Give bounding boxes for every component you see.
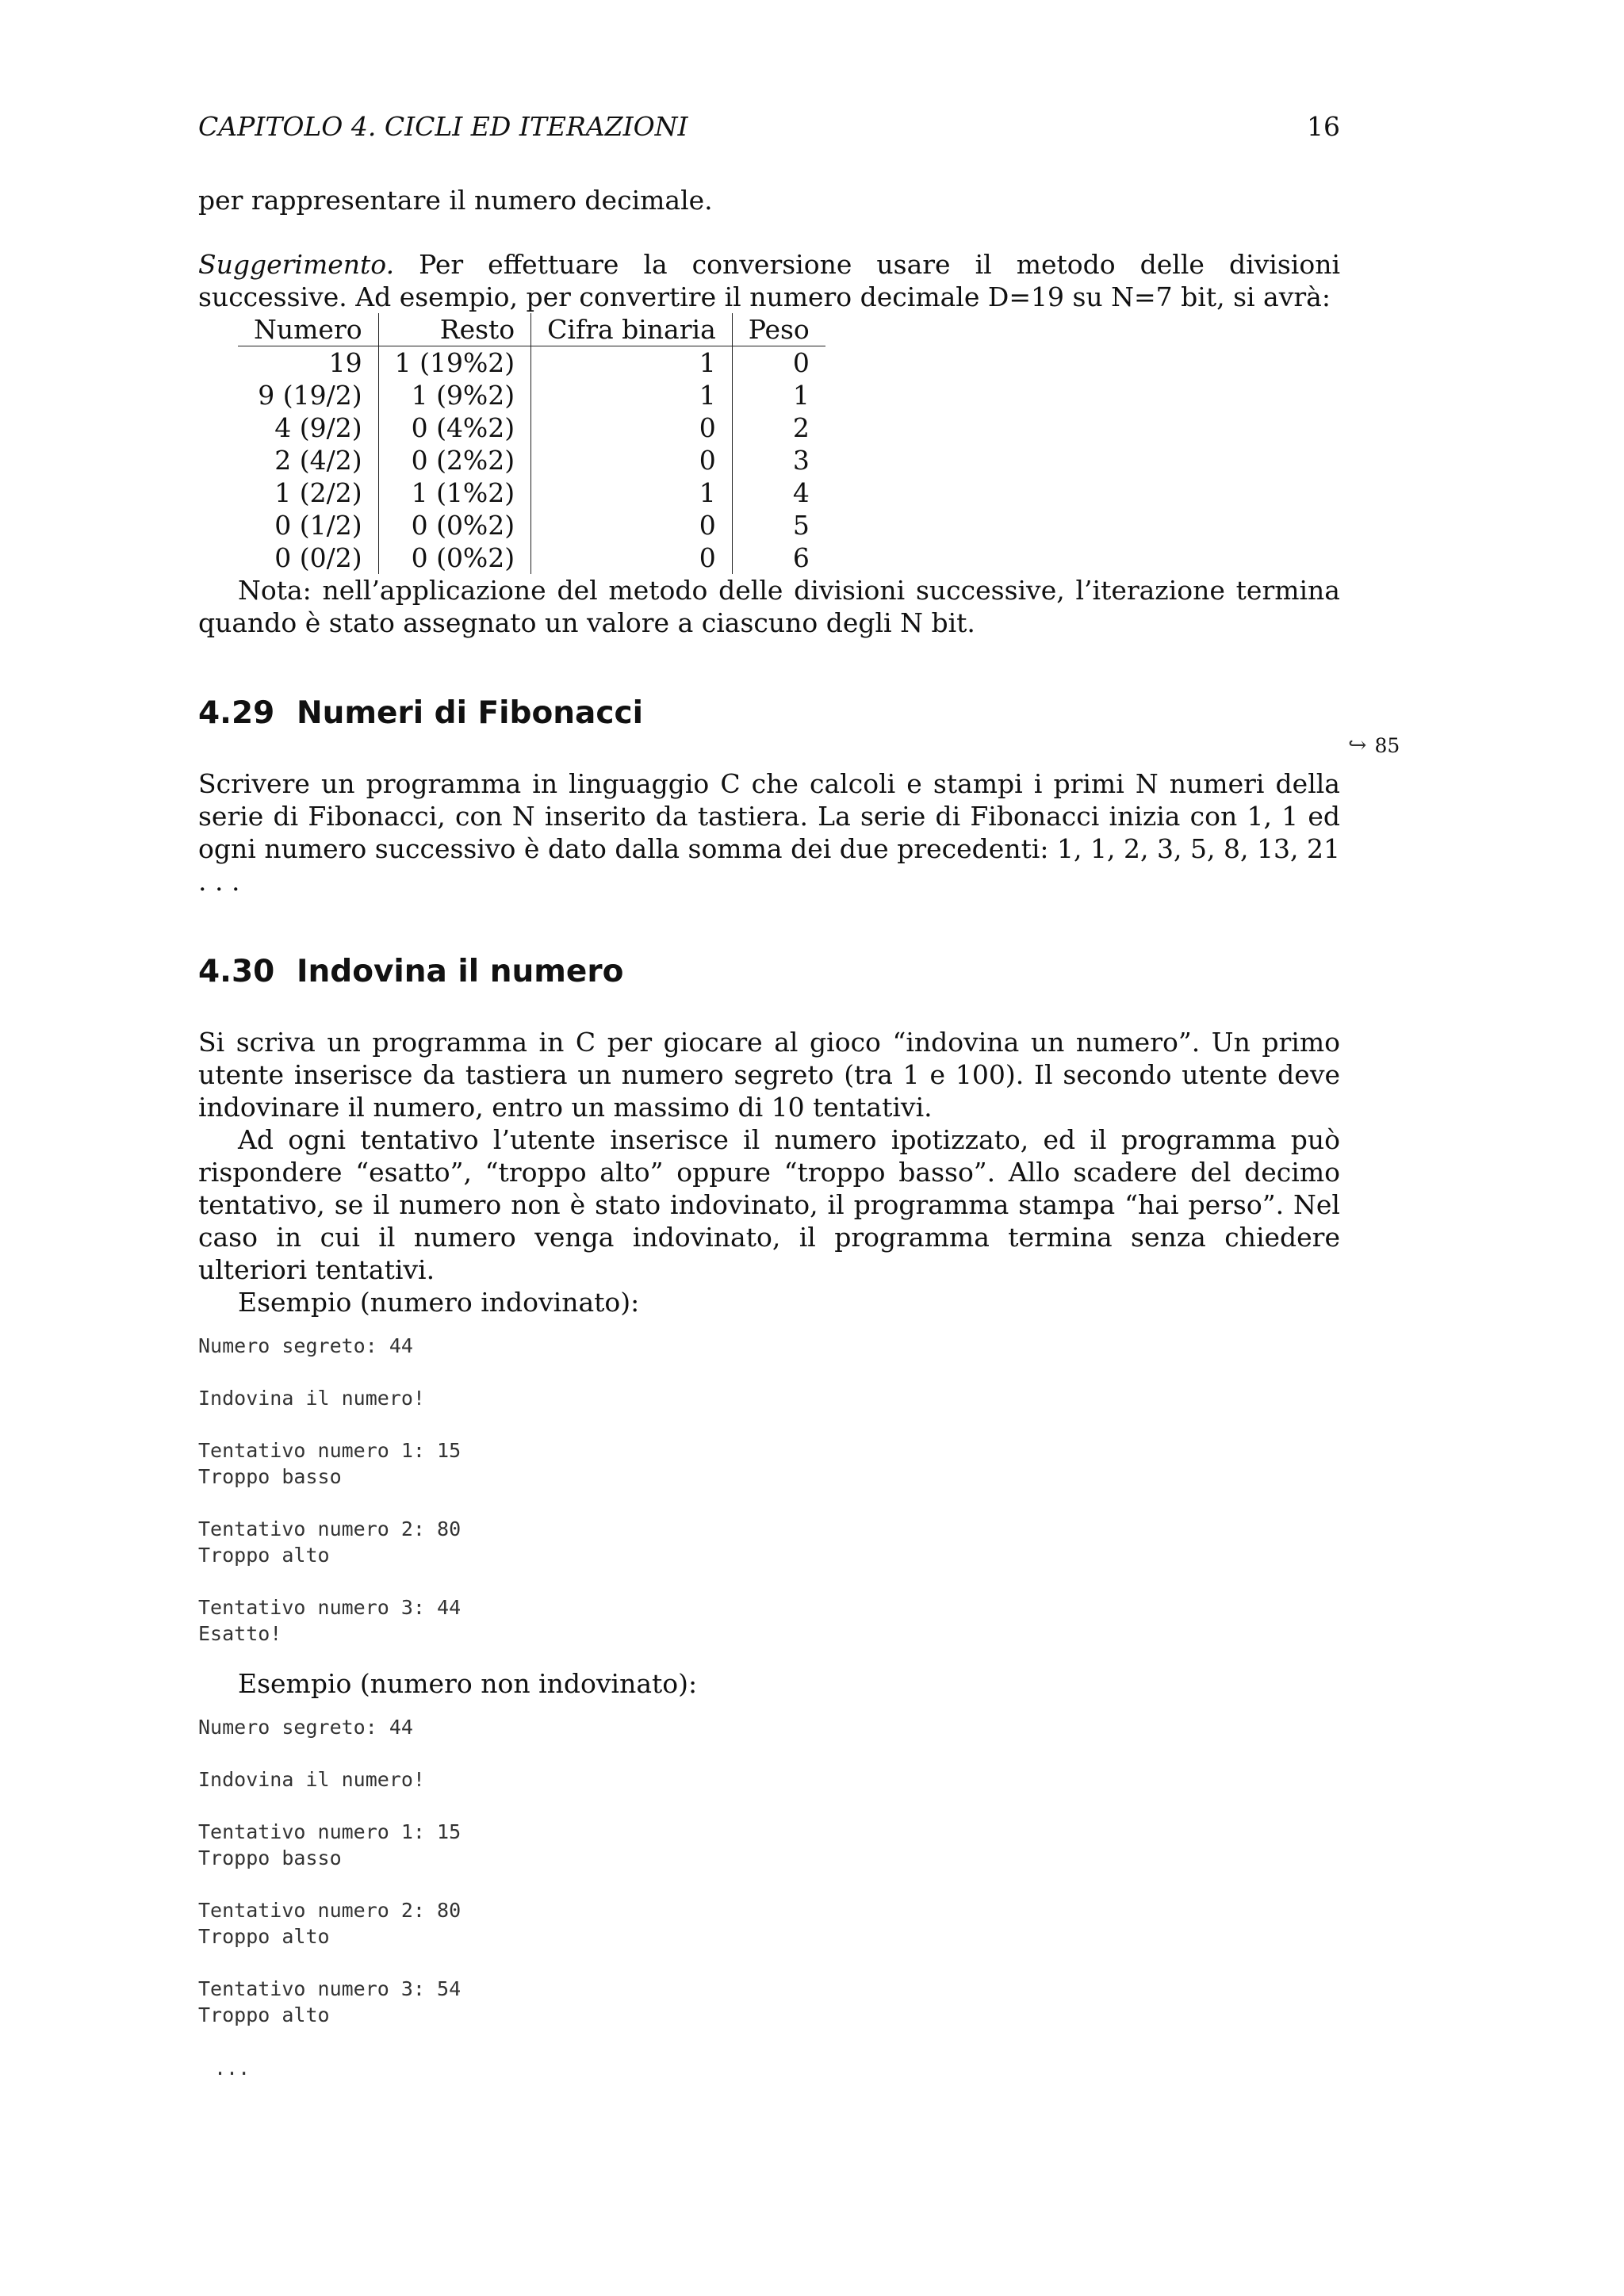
table-cell: 0 (531, 411, 733, 444)
suggestion-text: Per effettuare la conversione usare il metodo delle divisioni successive. Ad esempio, per convertire il numero decimale D=19 su N=7 bit, si avrà: (198, 249, 1341, 312)
table-row (238, 379, 825, 411)
code-example-1: Numero segreto: 44 Indovina il numero! Tentativo numero 1: 15 Troppo basso Tentativo numero 2: 80 Troppo alto Tentativo numero 3: 44 Esatto! (198, 1334, 462, 1645)
table-cell: 6 (792, 542, 810, 573)
table-cell: 2 (4/2) (238, 444, 378, 476)
note-paragraph: Nota: nell’applicazione del metodo delle divisioni successive, l’iterazione termina quando è stato assegnato un valore a ciascuno degli N bit. (198, 575, 1340, 638)
suggestion-label: Suggerimento. (198, 249, 395, 280)
table-cell: 0 (531, 509, 733, 541)
margin-reference-page: 85 (1374, 734, 1400, 757)
section-heading-4-30 (198, 953, 1340, 991)
code-ellipsis: ... (214, 2057, 251, 2080)
table-cell: 4 (9/2) (238, 411, 378, 444)
table-cell: 0 (792, 347, 810, 378)
table-cell: 9 (19/2) (238, 379, 378, 411)
chapter-title: CAPITOLO 4. CICLI ED ITERAZIONI (198, 111, 688, 142)
table-cell: 0 (0%2) (378, 509, 531, 541)
table-cell: 1 (1%2) (378, 476, 531, 509)
conversion-table (238, 313, 825, 574)
table-cell: 0 (1/2) (238, 509, 378, 541)
table-cell: 0 (531, 541, 733, 574)
section-number: 4.30 (198, 954, 275, 989)
indovina-paragraph-1: Si scriva un programma in C per giocare al gioco “indovina un numero”. Un primo utente inserisce da tastiera un numero segreto (tra 1 e 100). Il secondo utente deve indovinare il numero, entro un massimo di 10 tentativi. (198, 1027, 1340, 1123)
table-cell: 5 (792, 510, 810, 541)
section-heading-4-29 (198, 695, 1400, 758)
table-cell: 19 (238, 346, 378, 380)
column-header-resto: Resto (378, 313, 531, 346)
example-2-label: Esempio (numero non indovinato): (238, 1668, 698, 1699)
table-cell: 0 (0/2) (238, 541, 378, 574)
hook-arrow-icon: ↪ (1348, 732, 1367, 758)
code-example-2: Numero segreto: 44 Indovina il numero! Tentativo numero 1: 15 Troppo basso Tentativo numero 2: 80 Troppo alto Tentativo numero 3: 54 Troppo alto (198, 1716, 462, 2026)
table-row (238, 476, 825, 509)
table-cell: 1 (531, 346, 733, 380)
table-cell: 1 (792, 380, 810, 411)
margin-reference[interactable] (1348, 726, 1400, 765)
table-cell: 0 (531, 444, 733, 476)
example-1-label: Esempio (numero indovinato): (238, 1287, 640, 1318)
column-header-cifra-binaria: Cifra binaria (531, 313, 733, 346)
intro-paragraph: per rappresentare il numero decimale. (198, 185, 713, 216)
suggestion-paragraph (198, 248, 1340, 313)
fibonacci-paragraph: Scrivere un programma in linguaggio C che calcoli e stampi i primi N numeri della serie di Fibonacci, con N inserito da tastiera. La serie di Fibonacci inizia con 1, 1 ed ogni numero successivo è dato dalla somma dei due precedenti: 1, 1, 2, 3, 5, 8, 13, 21 . . . (198, 768, 1340, 897)
page-number: 16 (1307, 111, 1340, 142)
column-header-peso: Peso (732, 313, 825, 346)
table-cell: 1 (531, 476, 733, 509)
table-row (238, 509, 825, 541)
table-cell: 0 (2%2) (378, 444, 531, 476)
page-body (198, 111, 1400, 2080)
table-cell: 1 (19%2) (378, 346, 531, 380)
table-cell: 1 (2/2) (238, 476, 378, 509)
table-cell: 3 (792, 445, 810, 476)
table-cell: 2 (792, 412, 810, 443)
section-number: 4.29 (198, 695, 275, 731)
table-header-row (238, 313, 825, 346)
column-header-numero: Numero (238, 313, 378, 346)
section-title: Indovina il numero (297, 954, 624, 989)
table-cell: 1 (9%2) (378, 379, 531, 411)
running-header (198, 111, 1340, 149)
table-row (238, 541, 825, 574)
table-row (238, 444, 825, 476)
table-cell: 4 (792, 477, 810, 508)
table-cell: 0 (0%2) (378, 541, 531, 574)
table-cell: 0 (4%2) (378, 411, 531, 444)
section-title: Numeri di Fibonacci (297, 695, 643, 731)
indovina-paragraph-2: Ad ogni tentativo l’utente inserisce il numero ipotizzato, ed il programma può rispondere “esatto”, “troppo alto” oppure “troppo basso”. Allo scadere del decimo tentativo, se il numero non è stato indovinato, il programma stampa “hai perso”. Nel caso in cui il numero venga indovinato, il programma termina senza chiedere ulteriori tentativi. (198, 1124, 1340, 1285)
table-row (238, 411, 825, 444)
table-cell: 1 (531, 379, 733, 411)
table-row (238, 346, 825, 380)
